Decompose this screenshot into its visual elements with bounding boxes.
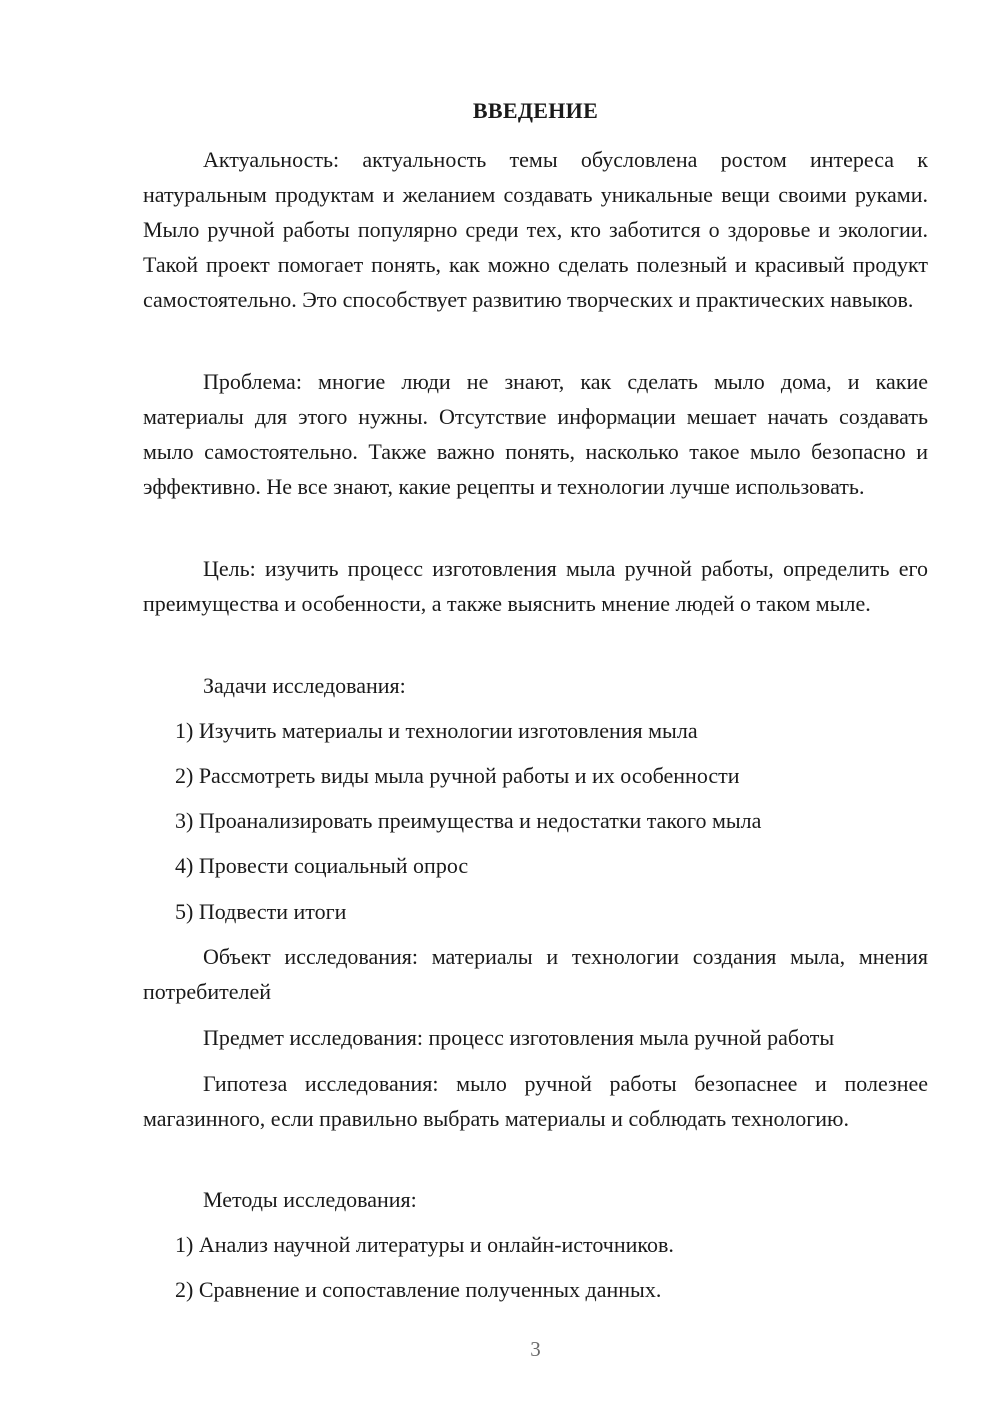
task-item-1: 1) Изучить материалы и технологии изготовления мыла	[175, 718, 698, 743]
tasks-heading: Задачи исследования:	[203, 673, 406, 698]
section-title: ВВЕДЕНИЕ	[472, 98, 599, 123]
relevance-paragraph: Актуальность: актуальность темы обусловлена ростом интереса к натуральным продуктам и желанием создавать уникальные вещи своими руками. Мыло ручной работы популярно среди тех, кто заботится о здоровье и экологии. Такой проект помогает понять, как можно сделать полезный и красивый продукт самостоятельно. Это способствует развитию творческих и практических навыков.	[143, 147, 928, 312]
task-item-4: 4) Провести социальный опрос	[175, 853, 469, 878]
task-item-2: 2) Рассмотреть виды мыла ручной работы и их особенности	[175, 763, 740, 788]
problem-paragraph: Проблема: многие люди не знают, как сделать мыло дома, и какие материалы для этого нужны. Отсутствие информации мешает начать создавать мыло самостоятельно. Также важно понять, насколько такое мыло безопасно и эффективно. Не все знают, какие рецепты и технологии лучше использовать.	[143, 369, 928, 499]
subject-paragraph: Предмет исследования: процесс изготовления мыла ручной работы	[203, 1025, 835, 1050]
method-item-2: 2) Сравнение и сопоставление полученных данных.	[175, 1277, 662, 1302]
task-item-5: 5) Подвести итоги	[175, 899, 347, 924]
page-number: 3	[530, 1337, 541, 1361]
methods-heading: Методы исследования:	[203, 1187, 417, 1212]
task-item-3: 3) Проанализировать преимущества и недостатки такого мыла	[175, 808, 762, 833]
method-item-1: 1) Анализ научной литературы и онлайн-источников.	[175, 1232, 674, 1257]
object-paragraph: Объект исследования: материалы и технологии создания мыла, мнения потребителей	[143, 944, 928, 1004]
hypothesis-paragraph: Гипотеза исследования: мыло ручной работы безопаснее и полезнее магазинного, если правильно выбрать материалы и соблюдать технологию.	[143, 1071, 928, 1131]
goal-paragraph: Цель: изучить процесс изготовления мыла ручной работы, определить его преимущества и особенности, а также выяснить мнение людей о таком мыле.	[143, 556, 928, 616]
